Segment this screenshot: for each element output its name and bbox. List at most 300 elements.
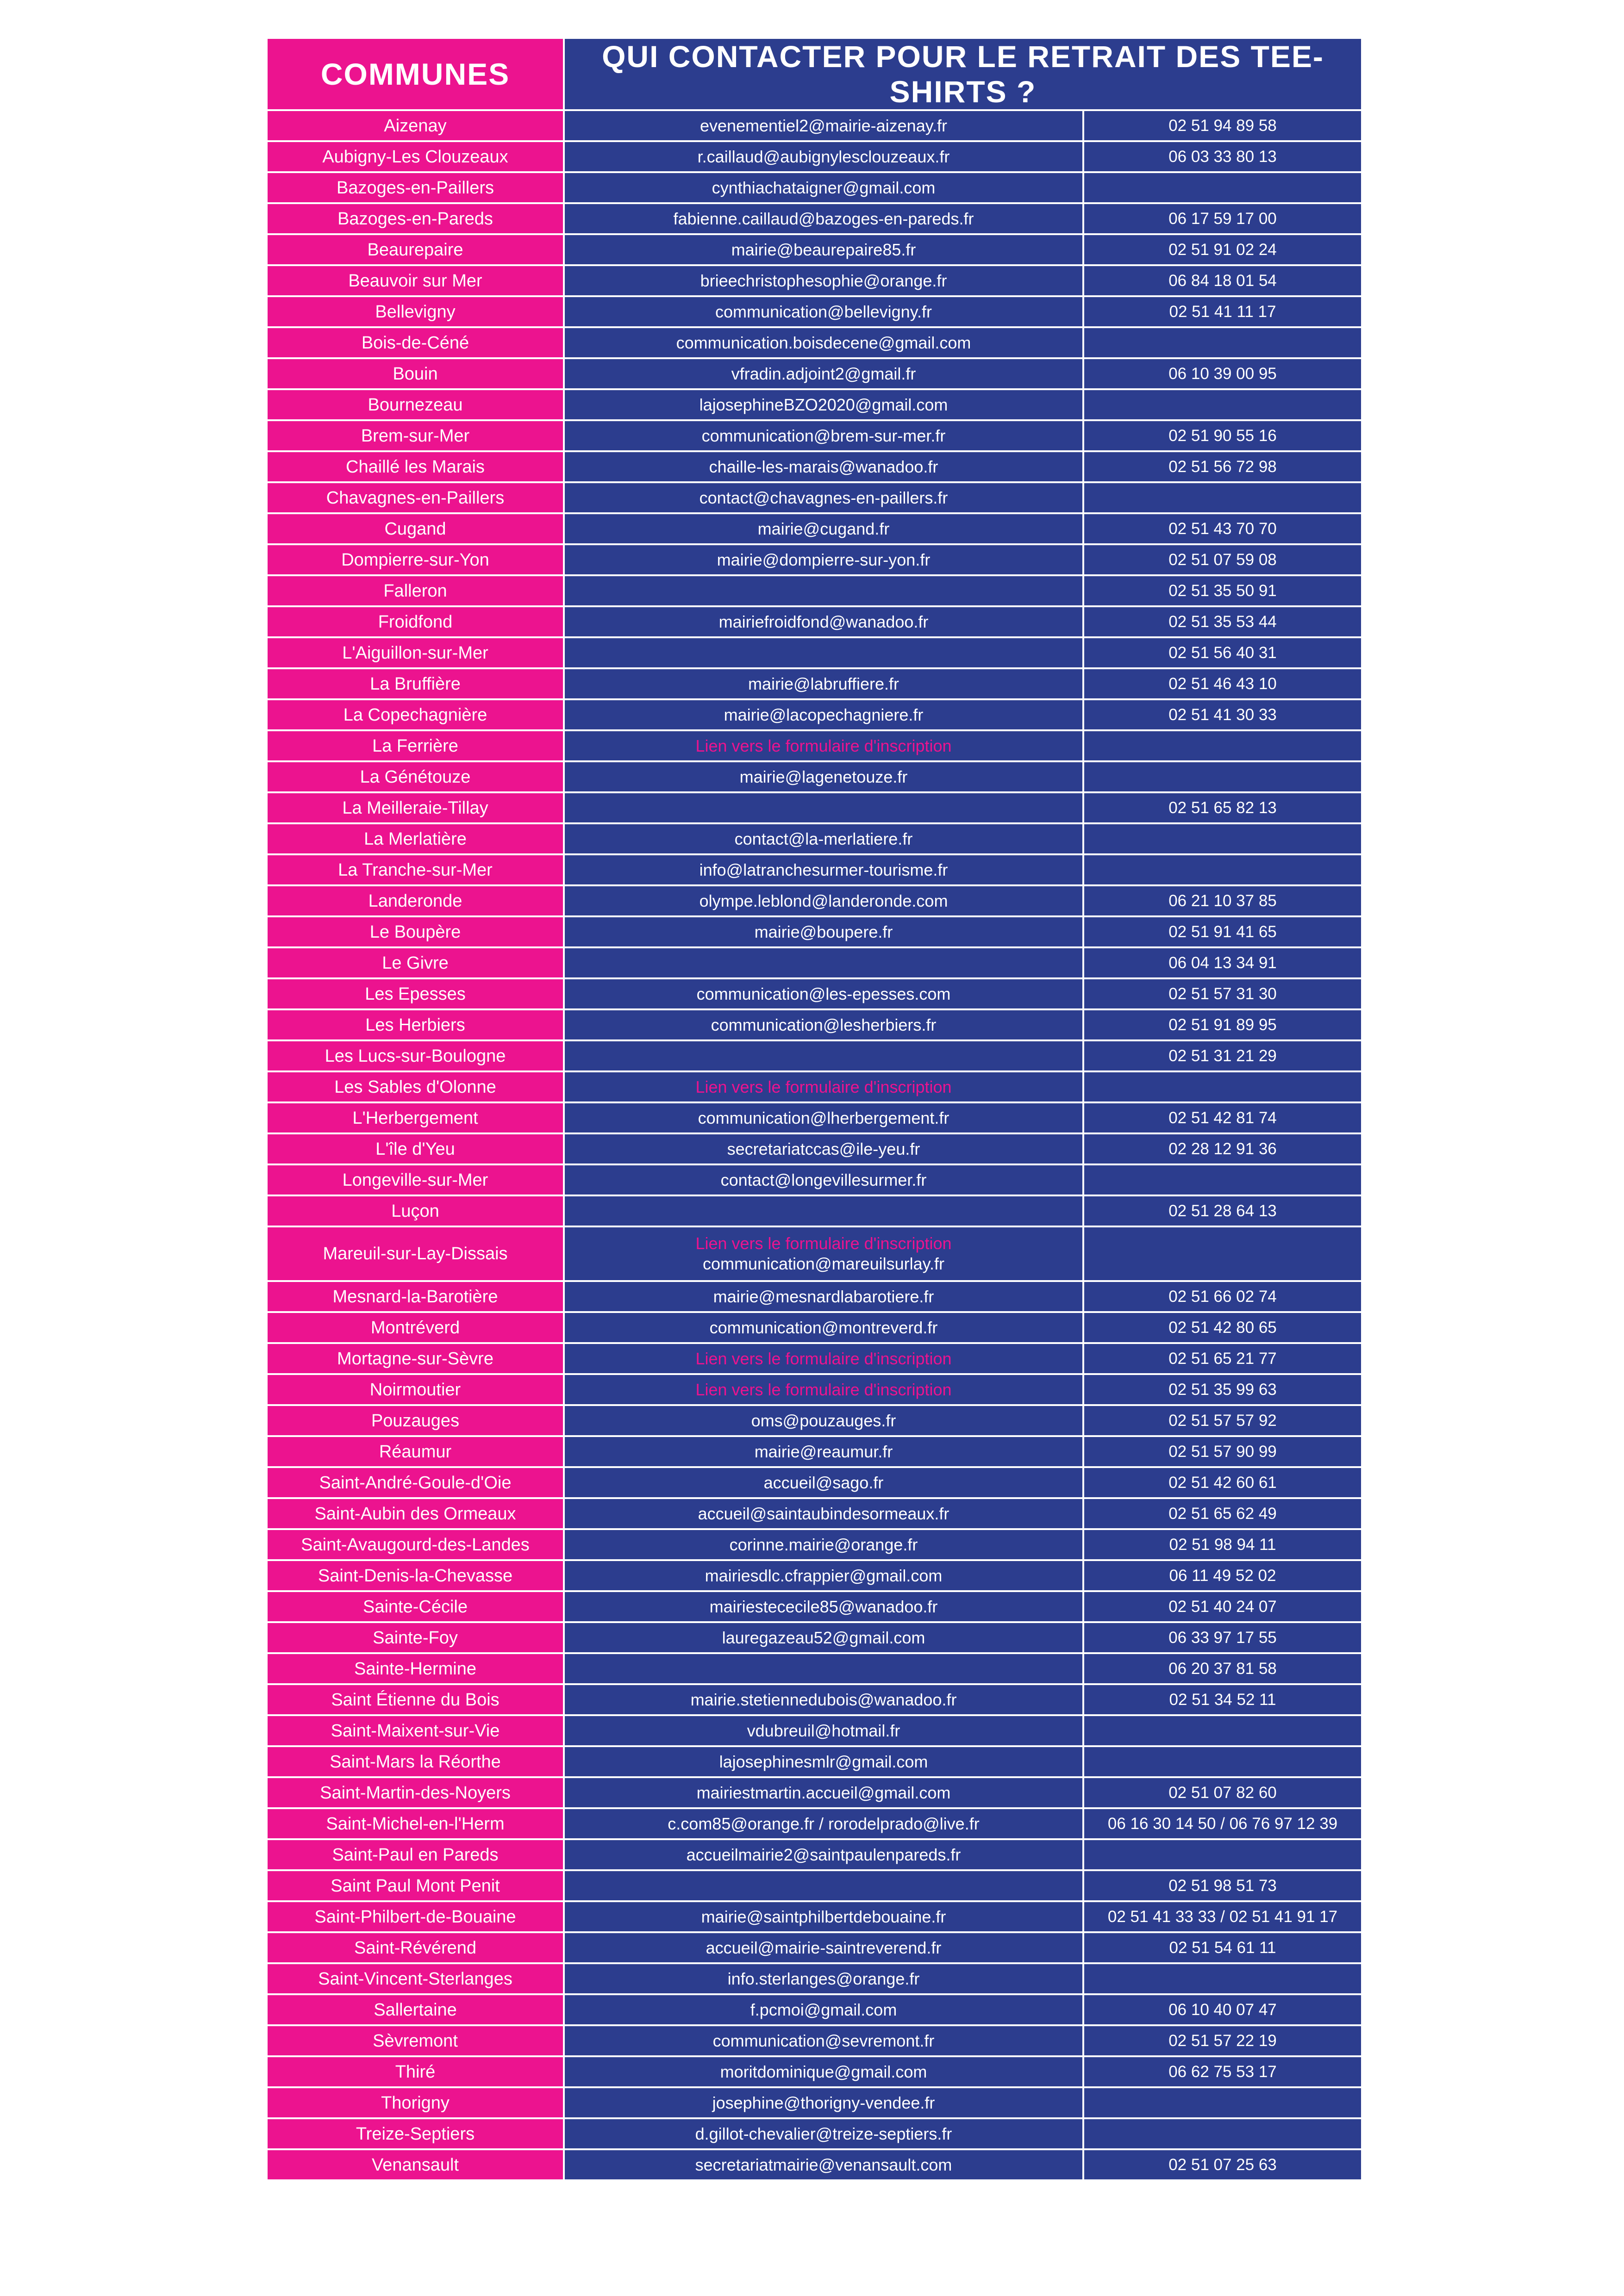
email-address[interactable]: info.sterlanges@orange.fr <box>727 1969 920 1988</box>
table-row <box>267 141 1362 172</box>
registration-form-link[interactable]: Lien vers le formulaire d'inscription <box>695 1349 952 1368</box>
email-address[interactable]: corinne.mairie@orange.fr <box>729 1535 918 1554</box>
table-row <box>267 1436 1362 1467</box>
email-cell <box>564 668 1083 699</box>
table-row <box>267 1591 1362 1622</box>
email-address[interactable]: evenementiel2@mairie-aizenay.fr <box>700 116 948 135</box>
email-cell <box>564 1808 1083 1839</box>
email-address[interactable]: accueil@sago.fr <box>763 1473 884 1492</box>
email-address[interactable]: communication@mareuilsurlay.fr <box>702 1254 945 1273</box>
email-address[interactable]: moritdominique@gmail.com <box>720 2062 927 2081</box>
commune-cell: Chaillé les Marais <box>267 451 564 482</box>
table-row <box>267 2025 1362 2056</box>
email-address[interactable]: info@latranchesurmer-tourisme.fr <box>699 860 948 879</box>
table-row <box>267 699 1362 730</box>
phone-cell: 02 51 65 82 13 <box>1083 792 1362 823</box>
table-row <box>267 1994 1362 2025</box>
phone-cell <box>1083 1226 1362 1281</box>
phone-cell: 02 51 57 57 92 <box>1083 1405 1362 1436</box>
email-cell <box>564 823 1083 854</box>
email-address[interactable]: communication@brem-sur-mer.fr <box>701 426 946 445</box>
commune-cell: Thiré <box>267 2056 564 2087</box>
email-cell <box>564 1560 1083 1591</box>
commune-cell: Beaurepaire <box>267 234 564 265</box>
email-cell <box>564 1009 1083 1040</box>
phone-cell: 02 51 56 72 98 <box>1083 451 1362 482</box>
email-cell <box>564 730 1083 761</box>
email-address[interactable]: communication@montreverd.fr <box>709 1318 938 1337</box>
commune-cell: Les Sables d'Olonne <box>267 1071 564 1102</box>
phone-cell: 06 04 13 34 91 <box>1083 947 1362 978</box>
phone-cell: 06 21 10 37 85 <box>1083 885 1362 916</box>
commune-cell: La Meilleraie-Tillay <box>267 792 564 823</box>
email-cell <box>564 1746 1083 1777</box>
registration-form-link[interactable]: Lien vers le formulaire d'inscription <box>695 1077 952 1096</box>
commune-cell: Les Herbiers <box>267 1009 564 1040</box>
table-row <box>267 110 1362 141</box>
phone-cell: 02 51 07 25 63 <box>1083 2149 1362 2180</box>
email-cell <box>564 1529 1083 1560</box>
email-address[interactable]: mairie@boupere.fr <box>754 922 893 941</box>
email-cell <box>564 1436 1083 1467</box>
email-address[interactable]: mairiefroidfond@wanadoo.fr <box>718 612 929 631</box>
email-address[interactable]: cynthiachataigner@gmail.com <box>712 178 936 197</box>
email-address[interactable]: contact@longevillesurmer.fr <box>720 1170 927 1189</box>
email-address[interactable]: mairie@cugand.fr <box>757 519 890 538</box>
email-address[interactable]: accueil@saintaubindesormeaux.fr <box>698 1504 949 1523</box>
commune-cell: Le Boupère <box>267 916 564 947</box>
table-row <box>267 1343 1362 1374</box>
table-row <box>267 730 1362 761</box>
email-address[interactable]: mairie@lacopechagniere.fr <box>724 705 924 724</box>
email-cell <box>564 358 1083 389</box>
phone-cell <box>1083 1839 1362 1870</box>
phone-cell: 02 51 43 70 70 <box>1083 513 1362 544</box>
email-address[interactable]: mairiestececile85@wanadoo.fr <box>709 1597 938 1616</box>
phone-cell <box>1083 2087 1362 2118</box>
phone-cell <box>1083 327 1362 358</box>
table-row <box>267 1226 1362 1281</box>
phone-cell: 06 84 18 01 54 <box>1083 265 1362 296</box>
email-address[interactable]: olympe.leblond@landeronde.com <box>699 891 948 910</box>
table-row <box>267 1653 1362 1684</box>
email-address[interactable]: mairie@labruffiere.fr <box>748 674 899 693</box>
table-row <box>267 1560 1362 1591</box>
email-address[interactable]: communication@bellevigny.fr <box>715 302 932 321</box>
phone-cell: 02 51 40 24 07 <box>1083 1591 1362 1622</box>
email-address[interactable]: communication@lherbergement.fr <box>698 1108 949 1127</box>
table-row <box>267 792 1362 823</box>
email-cell <box>564 792 1083 823</box>
table-row <box>267 575 1362 606</box>
commune-cell: Bois-de-Céné <box>267 327 564 358</box>
email-address[interactable]: lajosephineBZO2020@gmail.com <box>699 395 948 414</box>
commune-cell: Noirmoutier <box>267 1374 564 1405</box>
phone-cell: 02 51 42 60 61 <box>1083 1467 1362 1498</box>
email-cell <box>564 2087 1083 2118</box>
table-row <box>267 172 1362 203</box>
commune-cell: Saint-Philbert-de-Bouaine <box>267 1901 564 1932</box>
phone-cell: 02 51 54 61 11 <box>1083 1932 1362 1963</box>
table-row <box>267 1281 1362 1312</box>
commune-cell: L'île d'Yeu <box>267 1133 564 1164</box>
table-row <box>267 389 1362 420</box>
table-row <box>267 1529 1362 1560</box>
commune-cell: Chavagnes-en-Paillers <box>267 482 564 513</box>
email-cell <box>564 1622 1083 1653</box>
commune-cell: Montréverd <box>267 1312 564 1343</box>
table-row <box>267 296 1362 327</box>
header-contact: QUI CONTACTER POUR LE RETRAIT DES TEE-SHIRTS ? <box>564 38 1362 110</box>
email-cell <box>564 2149 1083 2180</box>
commune-cell: Saint-Aubin des Ormeaux <box>267 1498 564 1529</box>
email-cell <box>564 1901 1083 1932</box>
table-row <box>267 1963 1362 1994</box>
commune-cell: Aizenay <box>267 110 564 141</box>
phone-cell: 02 51 98 94 11 <box>1083 1529 1362 1560</box>
email-cell <box>564 1102 1083 1133</box>
phone-cell <box>1083 730 1362 761</box>
email-cell <box>564 854 1083 885</box>
commune-cell: Bournezeau <box>267 389 564 420</box>
table-row <box>267 916 1362 947</box>
commune-cell: Les Epesses <box>267 978 564 1009</box>
email-address[interactable]: accueilmairie2@saintpaulenpareds.fr <box>686 1845 961 1864</box>
email-cell <box>564 296 1083 327</box>
contact-table <box>266 37 1363 2181</box>
phone-cell: 02 51 42 80 65 <box>1083 1312 1362 1343</box>
email-address[interactable]: oms@pouzauges.fr <box>751 1411 896 1430</box>
email-cell <box>564 2118 1083 2149</box>
commune-cell: Saint-Martin-des-Noyers <box>267 1777 564 1808</box>
table-row <box>267 1870 1362 1901</box>
email-cell <box>564 1591 1083 1622</box>
phone-cell: 06 10 40 07 47 <box>1083 1994 1362 2025</box>
email-address[interactable]: josephine@thorigny-vendee.fr <box>712 2093 935 2112</box>
commune-cell: Saint-Révérend <box>267 1932 564 1963</box>
table-row <box>267 1102 1362 1133</box>
email-cell <box>564 1932 1083 1963</box>
email-cell <box>564 1963 1083 1994</box>
email-cell <box>564 1870 1083 1901</box>
email-address[interactable]: secretariatccas@ile-yeu.fr <box>727 1139 920 1158</box>
email-cell <box>564 1226 1083 1281</box>
phone-cell: 02 51 35 99 63 <box>1083 1374 1362 1405</box>
phone-cell: 02 51 98 51 73 <box>1083 1870 1362 1901</box>
email-cell <box>564 234 1083 265</box>
email-address[interactable]: mairie.stetiennedubois@wanadoo.fr <box>690 1690 957 1709</box>
commune-cell: L'Herbergement <box>267 1102 564 1133</box>
phone-cell: 06 10 39 00 95 <box>1083 358 1362 389</box>
commune-cell: Bazoges-en-Pareds <box>267 203 564 234</box>
commune-cell: Saint Étienne du Bois <box>267 1684 564 1715</box>
email-cell <box>564 885 1083 916</box>
commune-cell: Saint-Mars la Réorthe <box>267 1746 564 1777</box>
phone-cell: 02 51 66 02 74 <box>1083 1281 1362 1312</box>
table-row <box>267 2149 1362 2180</box>
email-address[interactable]: communication@les-epesses.com <box>696 984 951 1003</box>
email-cell <box>564 1164 1083 1195</box>
commune-cell: Sainte-Hermine <box>267 1653 564 1684</box>
email-address[interactable]: f.pcmoi@gmail.com <box>750 2000 897 2019</box>
commune-cell: Brem-sur-Mer <box>267 420 564 451</box>
table-row <box>267 1133 1362 1164</box>
commune-cell: Pouzauges <box>267 1405 564 1436</box>
email-address[interactable]: accueil@mairie-saintreverend.fr <box>706 1938 942 1957</box>
phone-cell <box>1083 1746 1362 1777</box>
commune-cell: Bellevigny <box>267 296 564 327</box>
phone-cell <box>1083 1715 1362 1746</box>
phone-cell: 06 17 59 17 00 <box>1083 203 1362 234</box>
email-address[interactable]: d.gillot-chevalier@treize-septiers.fr <box>695 2124 952 2143</box>
phone-cell: 02 51 31 21 29 <box>1083 1040 1362 1071</box>
phone-cell: 02 51 41 33 33 / 02 51 41 91 17 <box>1083 1901 1362 1932</box>
commune-cell: Le Givre <box>267 947 564 978</box>
commune-cell: Thorigny <box>267 2087 564 2118</box>
phone-cell: 02 51 91 41 65 <box>1083 916 1362 947</box>
phone-cell <box>1083 1071 1362 1102</box>
table-row <box>267 1808 1362 1839</box>
email-cell <box>564 141 1083 172</box>
email-cell <box>564 1994 1083 2025</box>
table-row <box>267 1839 1362 1870</box>
email-cell <box>564 451 1083 482</box>
email-address[interactable]: secretariatmairie@venansault.com <box>695 2155 952 2174</box>
phone-cell: 06 03 33 80 13 <box>1083 141 1362 172</box>
table-row <box>267 637 1362 668</box>
table-row <box>267 978 1362 1009</box>
table-row <box>267 606 1362 637</box>
commune-cell: Saint-Denis-la-Chevasse <box>267 1560 564 1591</box>
phone-cell: 02 51 91 89 95 <box>1083 1009 1362 1040</box>
table-row <box>267 2056 1362 2087</box>
table-row <box>267 1901 1362 1932</box>
commune-cell: Mareuil-sur-Lay-Dissais <box>267 1226 564 1281</box>
table-row <box>267 1684 1362 1715</box>
email-address[interactable]: lajosephinesmlr@gmail.com <box>719 1752 928 1771</box>
phone-cell: 02 51 91 02 24 <box>1083 234 1362 265</box>
email-address[interactable]: lauregazeau52@gmail.com <box>722 1628 925 1647</box>
table-row <box>267 203 1362 234</box>
phone-cell: 02 51 35 50 91 <box>1083 575 1362 606</box>
phone-cell <box>1083 2118 1362 2149</box>
table-row <box>267 1195 1362 1226</box>
commune-cell: Saint-Paul en Pareds <box>267 1839 564 1870</box>
email-cell <box>564 1405 1083 1436</box>
table-row <box>267 823 1362 854</box>
email-address[interactable]: contact@la-merlatiere.fr <box>734 829 913 848</box>
phone-cell <box>1083 854 1362 885</box>
phone-cell <box>1083 823 1362 854</box>
table-row <box>267 451 1362 482</box>
commune-cell: La Bruffière <box>267 668 564 699</box>
email-cell <box>564 1684 1083 1715</box>
table-row <box>267 327 1362 358</box>
email-address[interactable]: mairie@mesnardlabarotiere.fr <box>713 1287 934 1306</box>
commune-cell: Sainte-Cécile <box>267 1591 564 1622</box>
phone-cell: 02 51 57 22 19 <box>1083 2025 1362 2056</box>
phone-cell: 02 51 42 81 74 <box>1083 1102 1362 1133</box>
phone-cell: 02 51 65 62 49 <box>1083 1498 1362 1529</box>
email-cell <box>564 544 1083 575</box>
commune-cell: Sainte-Foy <box>267 1622 564 1653</box>
email-cell <box>564 1777 1083 1808</box>
registration-form-link[interactable]: Lien vers le formulaire d'inscription <box>695 1380 952 1399</box>
phone-cell: 02 51 28 64 13 <box>1083 1195 1362 1226</box>
email-address[interactable]: r.caillaud@aubignylesclouzeaux.fr <box>697 147 950 166</box>
email-address[interactable]: mairiesdlc.cfrappier@gmail.com <box>705 1566 943 1585</box>
email-address[interactable]: c.com85@orange.fr / rorodelprado@live.fr <box>668 1814 980 1833</box>
email-cell <box>564 1312 1083 1343</box>
email-cell <box>564 606 1083 637</box>
email-cell <box>564 761 1083 792</box>
phone-cell: 02 51 65 21 77 <box>1083 1343 1362 1374</box>
email-address[interactable]: mairie@beaurepaire85.fr <box>731 240 916 259</box>
commune-cell: La Ferrière <box>267 730 564 761</box>
phone-cell: 06 11 49 52 02 <box>1083 1560 1362 1591</box>
email-cell <box>564 1498 1083 1529</box>
registration-form-link[interactable]: Lien vers le formulaire d'inscription <box>695 736 952 755</box>
email-cell <box>564 389 1083 420</box>
table-row <box>267 1040 1362 1071</box>
email-cell <box>564 1715 1083 1746</box>
email-cell <box>564 327 1083 358</box>
phone-cell: 02 51 35 53 44 <box>1083 606 1362 637</box>
table-row <box>267 854 1362 885</box>
commune-cell: Longeville-sur-Mer <box>267 1164 564 1195</box>
email-cell <box>564 1374 1083 1405</box>
email-address[interactable]: communication.boisdecene@gmail.com <box>676 333 971 352</box>
table-row <box>267 513 1362 544</box>
email-address[interactable]: contact@chavagnes-en-paillers.fr <box>699 488 948 507</box>
table-row <box>267 1374 1362 1405</box>
table-row <box>267 2118 1362 2149</box>
email-address[interactable]: mairie@reaumur.fr <box>754 1442 893 1461</box>
email-cell <box>564 482 1083 513</box>
email-address[interactable]: mairie@lagenetouze.fr <box>739 767 908 786</box>
commune-cell: Luçon <box>267 1195 564 1226</box>
phone-cell: 06 20 37 81 58 <box>1083 1653 1362 1684</box>
email-address[interactable]: communication@lesherbiers.fr <box>711 1015 937 1034</box>
email-address[interactable]: communication@sevremont.fr <box>712 2031 935 2050</box>
registration-form-link[interactable]: Lien vers le formulaire d'inscription <box>695 1234 952 1253</box>
commune-cell: Venansault <box>267 2149 564 2180</box>
table-row <box>267 234 1362 265</box>
commune-cell: Mortagne-sur-Sèvre <box>267 1343 564 1374</box>
email-address[interactable]: chaille-les-marais@wanadoo.fr <box>709 457 938 476</box>
table-row <box>267 1777 1362 1808</box>
commune-cell: Bouin <box>267 358 564 389</box>
email-cell <box>564 1467 1083 1498</box>
email-cell <box>564 916 1083 947</box>
table-row <box>267 668 1362 699</box>
commune-cell: Cugand <box>267 513 564 544</box>
commune-cell: Saint-Michel-en-l'Herm <box>267 1808 564 1839</box>
header-row <box>267 38 1362 110</box>
table-row <box>267 1622 1362 1653</box>
phone-cell: 06 16 30 14 50 / 06 76 97 12 39 <box>1083 1808 1362 1839</box>
email-address[interactable]: mairie@saintphilbertdebouaine.fr <box>701 1907 946 1926</box>
commune-cell: Saint-André-Goule-d'Oie <box>267 1467 564 1498</box>
table-row <box>267 1164 1362 1195</box>
phone-cell: 02 51 41 11 17 <box>1083 296 1362 327</box>
commune-cell: Saint-Vincent-Sterlanges <box>267 1963 564 1994</box>
email-cell <box>564 1195 1083 1226</box>
commune-cell: Aubigny-Les Clouzeaux <box>267 141 564 172</box>
phone-cell: 06 62 75 53 17 <box>1083 2056 1362 2087</box>
commune-cell: La Tranche-sur-Mer <box>267 854 564 885</box>
table-row <box>267 947 1362 978</box>
email-cell <box>564 110 1083 141</box>
commune-cell: Dompierre-sur-Yon <box>267 544 564 575</box>
email-cell <box>564 978 1083 1009</box>
phone-cell: 02 51 46 43 10 <box>1083 668 1362 699</box>
email-address[interactable]: brieechristophesophie@orange.fr <box>700 271 947 290</box>
email-cell <box>564 637 1083 668</box>
commune-cell: Mesnard-la-Barotière <box>267 1281 564 1312</box>
commune-cell: L'Aiguillon-sur-Mer <box>267 637 564 668</box>
email-cell <box>564 203 1083 234</box>
email-cell <box>564 575 1083 606</box>
commune-cell: Saint Paul Mont Penit <box>267 1870 564 1901</box>
email-cell <box>564 1133 1083 1164</box>
commune-cell: Saint-Maixent-sur-Vie <box>267 1715 564 1746</box>
phone-cell: 02 51 07 82 60 <box>1083 1777 1362 1808</box>
commune-cell: Réaumur <box>267 1436 564 1467</box>
commune-cell: La Copechagnière <box>267 699 564 730</box>
email-cell <box>564 2025 1083 2056</box>
phone-cell <box>1083 1963 1362 1994</box>
table-row <box>267 885 1362 916</box>
commune-cell: Saint-Avaugourd-des-Landes <box>267 1529 564 1560</box>
table-row <box>267 482 1362 513</box>
email-address[interactable]: vfradin.adjoint2@gmail.fr <box>731 364 916 383</box>
email-address[interactable]: mairie@dompierre-sur-yon.fr <box>717 550 931 569</box>
phone-cell <box>1083 482 1362 513</box>
email-address[interactable]: mairiestmartin.accueil@gmail.com <box>696 1783 951 1802</box>
email-cell <box>564 172 1083 203</box>
email-cell <box>564 1071 1083 1102</box>
table-row <box>267 761 1362 792</box>
header-communes: COMMUNES <box>267 38 564 110</box>
email-cell <box>564 699 1083 730</box>
commune-cell: Les Lucs-sur-Boulogne <box>267 1040 564 1071</box>
phone-cell: 02 51 94 89 58 <box>1083 110 1362 141</box>
email-address[interactable]: fabienne.caillaud@bazoges-en-pareds.fr <box>673 209 974 228</box>
email-cell <box>564 265 1083 296</box>
commune-cell: La Merlatière <box>267 823 564 854</box>
table-row <box>267 358 1362 389</box>
table-row <box>267 1071 1362 1102</box>
phone-cell: 02 51 34 52 11 <box>1083 1684 1362 1715</box>
phone-cell: 02 51 07 59 08 <box>1083 544 1362 575</box>
table-row <box>267 1746 1362 1777</box>
phone-cell: 02 51 41 30 33 <box>1083 699 1362 730</box>
table-row <box>267 420 1362 451</box>
email-cell <box>564 2056 1083 2087</box>
table-row <box>267 1405 1362 1436</box>
table-row <box>267 544 1362 575</box>
phone-cell <box>1083 389 1362 420</box>
phone-cell <box>1083 172 1362 203</box>
phone-cell <box>1083 761 1362 792</box>
commune-cell: Beauvoir sur Mer <box>267 265 564 296</box>
email-address[interactable]: vdubreuil@hotmail.fr <box>747 1721 900 1740</box>
commune-cell: Landeronde <box>267 885 564 916</box>
commune-cell: Froidfond <box>267 606 564 637</box>
table-row <box>267 1009 1362 1040</box>
table-row <box>267 1932 1362 1963</box>
